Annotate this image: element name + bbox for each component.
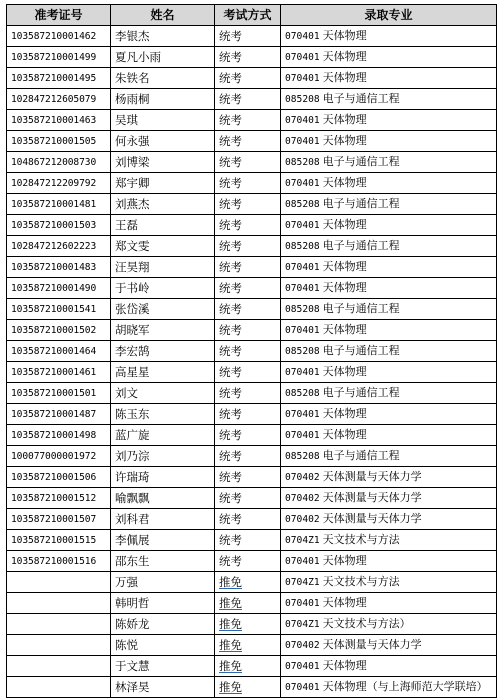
cell-name: 何永强	[111, 131, 215, 152]
cell-admitted-major	[281, 677, 497, 698]
cell-name: 胡晓军	[111, 320, 215, 341]
exam-mode-text: 统考	[219, 448, 242, 463]
cell-admitted-major	[281, 551, 497, 572]
table-row	[7, 278, 497, 299]
cell-exam-id: 103587210001505	[7, 131, 111, 152]
table-row	[7, 677, 497, 698]
cell-exam-id: 104867212008730	[7, 152, 111, 173]
major-name: 天体物理（与上海师范大学联培）	[322, 680, 488, 693]
major-name: 电子与通信工程	[322, 92, 400, 105]
cell-exam-mode	[215, 194, 281, 215]
cell-exam-mode	[215, 257, 281, 278]
exam-mode-text: 统考	[219, 280, 242, 295]
cell-exam-id: 103587210001512	[7, 488, 111, 509]
major-name: 天体物理	[322, 50, 367, 63]
major-name: 电子与通信工程	[322, 302, 400, 315]
cell-exam-mode	[215, 677, 281, 698]
major-name: 电子与通信工程	[322, 344, 400, 357]
cell-exam-id: 100077000001972	[7, 446, 111, 467]
cell-exam-id: 103587210001461	[7, 362, 111, 383]
cell-admitted-major	[281, 173, 497, 194]
major-name: 天体物理	[322, 659, 367, 672]
cell-exam-mode	[215, 467, 281, 488]
cell-exam-id: 103587210001490	[7, 278, 111, 299]
cell-admitted-major	[281, 404, 497, 425]
cell-exam-id: 103587210001501	[7, 383, 111, 404]
column-header-exam-mode: 考试方式	[215, 5, 281, 26]
cell-exam-mode	[215, 236, 281, 257]
table-row	[7, 530, 497, 551]
cell-name: 陈娇龙	[111, 614, 215, 635]
major-code: 070402	[285, 514, 320, 525]
cell-admitted-major	[281, 131, 497, 152]
major-code: 085208	[285, 157, 320, 168]
cell-name: 王磊	[111, 215, 215, 236]
table-row	[7, 425, 497, 446]
exam-mode-text: 统考	[219, 133, 242, 148]
table-row	[7, 383, 497, 404]
cell-exam-mode	[215, 131, 281, 152]
cell-exam-mode	[215, 656, 281, 677]
exam-mode-text: 统考	[219, 532, 242, 547]
major-code: 085208	[285, 241, 320, 252]
column-header-admitted-major: 录取专业	[281, 5, 497, 26]
table-row	[7, 173, 497, 194]
cell-exam-mode	[215, 362, 281, 383]
cell-admitted-major	[281, 68, 497, 89]
cell-exam-mode	[215, 89, 281, 110]
major-code: 070402	[285, 640, 320, 651]
cell-admitted-major	[281, 530, 497, 551]
major-name: 天体测量与天体力学	[322, 491, 422, 504]
cell-exam-id: 103587210001487	[7, 404, 111, 425]
table-row	[7, 236, 497, 257]
major-name: 天体物理	[322, 176, 367, 189]
exam-mode-text: 统考	[219, 469, 242, 484]
major-code: 070401	[285, 325, 320, 336]
exam-mode-text: 统考	[219, 196, 242, 211]
major-name: 电子与通信工程	[322, 239, 400, 252]
cell-exam-id	[7, 656, 111, 677]
cell-admitted-major	[281, 194, 497, 215]
major-code: 070401	[285, 661, 320, 672]
admission-table	[6, 4, 497, 698]
cell-exam-id: 103587210001463	[7, 110, 111, 131]
cell-exam-id: 103587210001541	[7, 299, 111, 320]
cell-exam-mode	[215, 488, 281, 509]
cell-exam-mode	[215, 530, 281, 551]
major-name: 天体物理	[322, 134, 367, 147]
table-row	[7, 404, 497, 425]
major-code: 070401	[285, 262, 320, 273]
table-row	[7, 47, 497, 68]
exam-mode-text: 统考	[219, 301, 242, 316]
exam-mode-text: 统考	[219, 385, 242, 400]
cell-exam-mode	[215, 593, 281, 614]
major-code: 0704Z1	[285, 577, 320, 588]
cell-name: 汪昊翔	[111, 257, 215, 278]
table-row	[7, 68, 497, 89]
major-code: 085208	[285, 94, 320, 105]
cell-exam-mode	[215, 509, 281, 530]
cell-admitted-major	[281, 110, 497, 131]
admission-list-sheet	[6, 4, 496, 698]
cell-name: 刘科君	[111, 509, 215, 530]
cell-admitted-major	[281, 26, 497, 47]
cell-admitted-major	[281, 656, 497, 677]
cell-admitted-major	[281, 593, 497, 614]
major-name: 天体物理	[322, 554, 367, 567]
exam-mode-text: 统考	[219, 406, 242, 421]
table-row	[7, 635, 497, 656]
major-name: 天体物理	[322, 29, 367, 42]
cell-exam-mode	[215, 635, 281, 656]
cell-admitted-major	[281, 320, 497, 341]
cell-exam-id: 103587210001498	[7, 425, 111, 446]
cell-name: 刘博梁	[111, 152, 215, 173]
table-row	[7, 299, 497, 320]
cell-exam-id: 103587210001507	[7, 509, 111, 530]
cell-exam-mode	[215, 551, 281, 572]
cell-name: 郑宇卿	[111, 173, 215, 194]
exam-mode-text: 统考	[219, 238, 242, 253]
exam-mode-text: 推免	[219, 574, 242, 589]
cell-exam-mode	[215, 152, 281, 173]
cell-name: 刘乃淙	[111, 446, 215, 467]
exam-mode-text: 统考	[219, 28, 242, 43]
cell-name: 蓝广旋	[111, 425, 215, 446]
cell-admitted-major	[281, 299, 497, 320]
cell-exam-id	[7, 614, 111, 635]
cell-admitted-major	[281, 152, 497, 173]
exam-mode-text: 统考	[219, 49, 242, 64]
major-name: 天体测量与天体力学	[322, 512, 422, 525]
cell-admitted-major	[281, 215, 497, 236]
cell-name: 陈悦	[111, 635, 215, 656]
table-row	[7, 194, 497, 215]
exam-mode-text: 推免	[219, 595, 242, 610]
table-row	[7, 215, 497, 236]
cell-name: 万强	[111, 572, 215, 593]
major-code: 070402	[285, 472, 320, 483]
cell-admitted-major	[281, 488, 497, 509]
cell-admitted-major	[281, 383, 497, 404]
cell-admitted-major	[281, 446, 497, 467]
table-row	[7, 593, 497, 614]
major-name: 天体物理	[322, 407, 367, 420]
cell-admitted-major	[281, 572, 497, 593]
cell-admitted-major	[281, 425, 497, 446]
cell-exam-mode	[215, 446, 281, 467]
major-name: 天体物理	[322, 281, 367, 294]
cell-exam-id: 102847212605079	[7, 89, 111, 110]
exam-mode-text: 统考	[219, 175, 242, 190]
column-header-exam-id: 准考证号	[7, 5, 111, 26]
column-header-name: 姓名	[111, 5, 215, 26]
major-name: 天体物理	[322, 596, 367, 609]
major-name: 天体物理	[322, 428, 367, 441]
table-row	[7, 110, 497, 131]
cell-name: 喻飘飘	[111, 488, 215, 509]
cell-exam-id: 103587210001495	[7, 68, 111, 89]
cell-exam-mode	[215, 215, 281, 236]
table-row	[7, 26, 497, 47]
exam-mode-text: 统考	[219, 553, 242, 568]
major-name: 天体物理	[322, 71, 367, 84]
major-code: 070401	[285, 178, 320, 189]
cell-admitted-major	[281, 257, 497, 278]
major-code: 070401	[285, 430, 320, 441]
table-row	[7, 152, 497, 173]
major-code: 070401	[285, 52, 320, 63]
cell-exam-mode	[215, 320, 281, 341]
exam-mode-text: 统考	[219, 70, 242, 85]
table-header-row	[7, 5, 497, 26]
cell-exam-id: 103587210001503	[7, 215, 111, 236]
major-name: 天体物理	[322, 323, 367, 336]
major-name: 电子与通信工程	[322, 386, 400, 399]
exam-mode-text: 统考	[219, 154, 242, 169]
cell-name: 张岱溪	[111, 299, 215, 320]
cell-name: 陈玉东	[111, 404, 215, 425]
cell-exam-mode	[215, 425, 281, 446]
major-code: 070401	[285, 136, 320, 147]
major-code: 085208	[285, 451, 320, 462]
cell-exam-id: 103587210001483	[7, 257, 111, 278]
cell-exam-id: 103587210001506	[7, 467, 111, 488]
major-name: 天体物理	[322, 113, 367, 126]
major-code: 070402	[285, 493, 320, 504]
cell-exam-id: 102847212602223	[7, 236, 111, 257]
cell-name: 高星星	[111, 362, 215, 383]
cell-admitted-major	[281, 47, 497, 68]
table-row	[7, 257, 497, 278]
major-code: 070401	[285, 598, 320, 609]
table-row	[7, 320, 497, 341]
cell-admitted-major	[281, 362, 497, 383]
cell-name: 于文慧	[111, 656, 215, 677]
major-name: 天体物理	[322, 218, 367, 231]
major-name: 天体测量与天体力学	[322, 470, 422, 483]
cell-name: 邵东生	[111, 551, 215, 572]
exam-mode-text: 统考	[219, 490, 242, 505]
major-code: 0704Z1	[285, 619, 320, 630]
table-row	[7, 509, 497, 530]
major-code: 070401	[285, 220, 320, 231]
table-row	[7, 362, 497, 383]
exam-mode-text: 统考	[219, 343, 242, 358]
major-code: 070401	[285, 283, 320, 294]
table-body	[7, 26, 497, 698]
cell-admitted-major	[281, 614, 497, 635]
cell-exam-id	[7, 677, 111, 698]
cell-admitted-major	[281, 467, 497, 488]
exam-mode-text: 统考	[219, 511, 242, 526]
cell-admitted-major	[281, 635, 497, 656]
table-row	[7, 614, 497, 635]
exam-mode-text: 统考	[219, 91, 242, 106]
major-code: 085208	[285, 199, 320, 210]
cell-name: 郑文雯	[111, 236, 215, 257]
cell-name: 刘燕杰	[111, 194, 215, 215]
table-row	[7, 551, 497, 572]
cell-exam-mode	[215, 341, 281, 362]
cell-name: 许瑞琦	[111, 467, 215, 488]
cell-name: 韩明哲	[111, 593, 215, 614]
table-row	[7, 341, 497, 362]
cell-exam-id: 103587210001516	[7, 551, 111, 572]
major-code: 070401	[285, 115, 320, 126]
cell-name: 夏凡小雨	[111, 47, 215, 68]
cell-admitted-major	[281, 89, 497, 110]
cell-exam-id	[7, 572, 111, 593]
cell-exam-id	[7, 635, 111, 656]
cell-admitted-major	[281, 341, 497, 362]
cell-exam-id: 103587210001464	[7, 341, 111, 362]
cell-exam-mode	[215, 110, 281, 131]
cell-exam-mode	[215, 299, 281, 320]
cell-exam-mode	[215, 278, 281, 299]
major-code: 0704Z1	[285, 535, 320, 546]
major-code: 085208	[285, 388, 320, 399]
cell-exam-mode	[215, 383, 281, 404]
major-name: 天体物理	[322, 365, 367, 378]
cell-exam-mode	[215, 173, 281, 194]
cell-admitted-major	[281, 509, 497, 530]
cell-exam-id: 103587210001481	[7, 194, 111, 215]
exam-mode-text: 推免	[219, 658, 242, 673]
cell-name: 林泽昊	[111, 677, 215, 698]
major-code: 070401	[285, 409, 320, 420]
major-code: 085208	[285, 346, 320, 357]
major-code: 085208	[285, 304, 320, 315]
cell-exam-id: 103587210001499	[7, 47, 111, 68]
cell-name: 于书岭	[111, 278, 215, 299]
exam-mode-text: 统考	[219, 259, 242, 274]
major-code: 070401	[285, 73, 320, 84]
exam-mode-text: 统考	[219, 427, 242, 442]
table-row	[7, 467, 497, 488]
major-code: 070401	[285, 682, 320, 693]
table-row	[7, 656, 497, 677]
major-code: 070401	[285, 367, 320, 378]
major-name: 天体测量与天体力学	[322, 638, 422, 651]
cell-exam-mode	[215, 572, 281, 593]
cell-name: 吴琪	[111, 110, 215, 131]
exam-mode-text: 统考	[219, 217, 242, 232]
cell-exam-mode	[215, 404, 281, 425]
cell-name: 李佩展	[111, 530, 215, 551]
major-name: 天文技术与方法）	[322, 617, 411, 630]
cell-exam-id: 103587210001462	[7, 26, 111, 47]
cell-exam-id: 103587210001515	[7, 530, 111, 551]
cell-admitted-major	[281, 236, 497, 257]
cell-exam-mode	[215, 68, 281, 89]
cell-name: 刘文	[111, 383, 215, 404]
cell-exam-mode	[215, 47, 281, 68]
major-name: 电子与通信工程	[322, 155, 400, 168]
cell-name: 李宏鹄	[111, 341, 215, 362]
cell-exam-mode	[215, 26, 281, 47]
major-code: 070401	[285, 556, 320, 567]
exam-mode-text: 统考	[219, 322, 242, 337]
exam-mode-text: 推免	[219, 616, 242, 631]
table-row	[7, 488, 497, 509]
cell-name: 杨雨桐	[111, 89, 215, 110]
cell-exam-id: 102847212209792	[7, 173, 111, 194]
cell-name: 李银杰	[111, 26, 215, 47]
table-row	[7, 131, 497, 152]
major-name: 天文技术与方法	[322, 575, 400, 588]
exam-mode-text: 统考	[219, 364, 242, 379]
exam-mode-text: 推免	[219, 679, 242, 694]
table-row	[7, 446, 497, 467]
exam-mode-text: 统考	[219, 112, 242, 127]
major-name: 电子与通信工程	[322, 449, 400, 462]
exam-mode-text: 推免	[219, 637, 242, 652]
major-code: 070401	[285, 31, 320, 42]
cell-exam-id	[7, 593, 111, 614]
cell-exam-id: 103587210001502	[7, 320, 111, 341]
cell-name: 朱铁名	[111, 68, 215, 89]
major-name: 电子与通信工程	[322, 197, 400, 210]
major-name: 天文技术与方法	[322, 533, 400, 546]
cell-exam-mode	[215, 614, 281, 635]
cell-admitted-major	[281, 278, 497, 299]
table-row	[7, 89, 497, 110]
major-name: 天体物理	[322, 260, 367, 273]
table-row	[7, 572, 497, 593]
